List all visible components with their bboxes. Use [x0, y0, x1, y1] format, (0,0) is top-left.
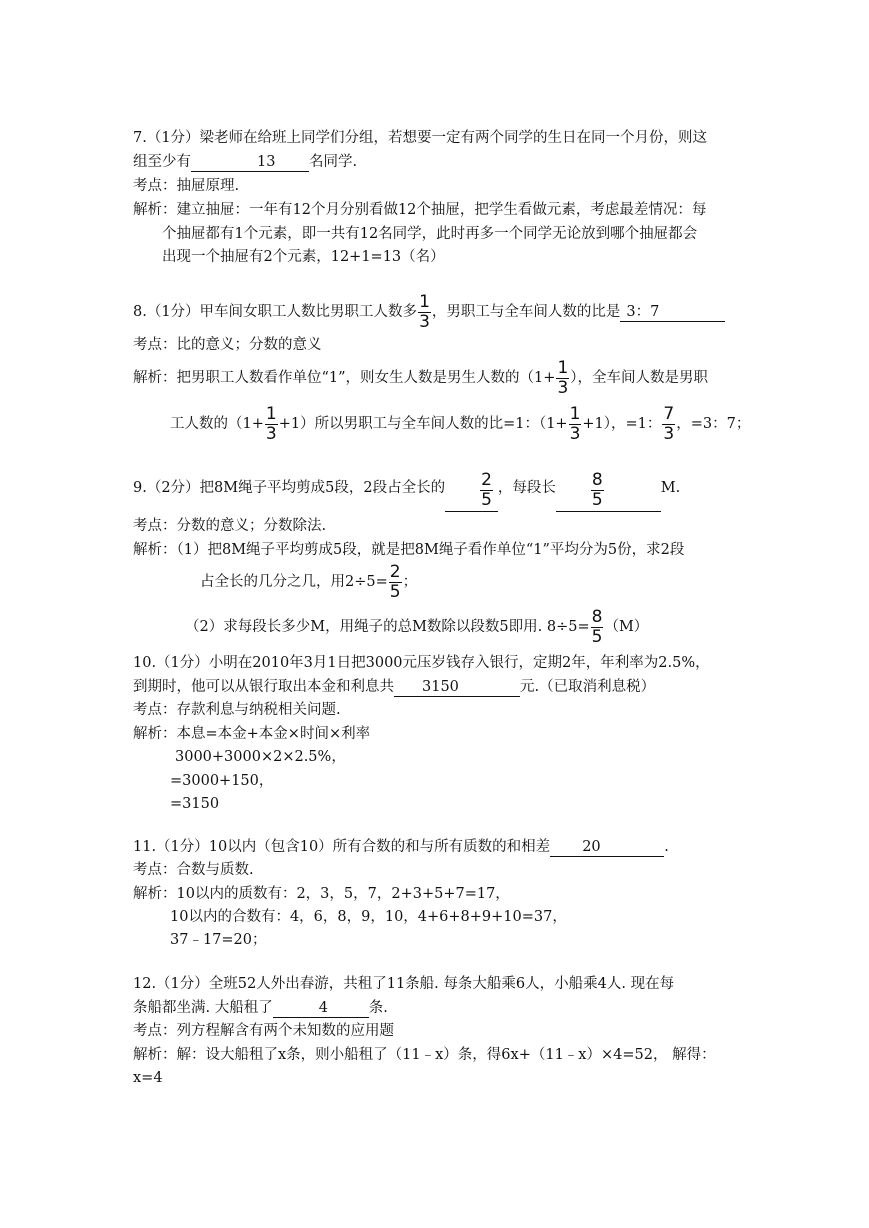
q8-line1-mid: ，男职工与全车间人数的比是 — [431, 304, 621, 320]
q8-line1 — [133, 290, 725, 334]
q8-jiexi2-fraction-1 — [265, 403, 278, 444]
q10-answer: 3150 — [394, 678, 520, 697]
q8-jiexi2-f3-d: 3 — [663, 423, 675, 444]
q9-jiexi2-n: 2 — [389, 561, 401, 582]
q7-line2-post: 名同学. — [309, 154, 358, 170]
q12-line1: 12.（1分）全班52人外出春游，共租了11条船. 每条大船乘6人，小船乘4人. 现在每 — [133, 976, 675, 992]
q7-line2 — [133, 150, 357, 174]
q8-frac-n: 1 — [419, 291, 430, 312]
q8-jiexi2-a: 工人数的（1+ — [170, 416, 264, 432]
q9-jiexi2-fraction — [389, 561, 402, 602]
q7-jiexi3: 出现一个抽屉有2个元素，12+1=13（名） — [162, 249, 445, 265]
q10-kaodian: 考点：存款利息与纳税相关问题. — [133, 702, 341, 718]
q8-jiexi2-fraction-2 — [569, 403, 582, 444]
q10-line2 — [133, 675, 655, 699]
q9-line1-mid: ，每段长 — [497, 480, 556, 496]
q9-line1-pre: 9.（2分）把8M绳子平均剪成5段，2段占全长的 — [133, 480, 446, 496]
q11-line1 — [133, 835, 669, 859]
q10-jiexi3: =3000+150， — [170, 773, 274, 789]
q12-jiexi1: 解析：解：设大船租了x条，则小船租了（11﹣x）条，得6x+（11﹣x）×4=52， 解得： — [133, 1047, 716, 1063]
q12-jiexi2: x=4 — [133, 1070, 163, 1086]
q11-line1-pre: 11.（1分）10以内（包含10）所有合数的和与所有质数的和相差 — [133, 839, 551, 855]
q12-line2-post: 条. — [368, 1000, 388, 1016]
q8-jiexi1-pre: 解析：把男职工人数看作单位“1”，则女生人数是男生人数的（1+ — [133, 370, 556, 386]
q9-ans2-n: 8 — [591, 470, 603, 490]
q9-line1-post: M. — [660, 480, 681, 496]
q8-jiexi2-d: ，=3：7； — [676, 416, 751, 432]
q9-jiexi3-post: （M） — [604, 619, 649, 635]
q8-answer: 3：7 — [620, 303, 725, 322]
q9-jiexi2-post: ； — [402, 574, 418, 590]
q10-line2-pre: 到期时，他可以从银行取出本金和利息共 — [133, 679, 394, 695]
q8-jiexi1-post: ），全车间人数是男职 — [570, 370, 709, 386]
q9-jiexi2-pre: 占全长的几分之几，用2÷5= — [200, 574, 388, 590]
q8-jiexi2-f2-d: 3 — [569, 423, 581, 444]
q12-kaodian: 考点：列方程解含有两个未知数的应用题 — [133, 1023, 394, 1039]
q9-jiexi1: 解析：（1）把8M绳子平均剪成5段，就是把8M绳子看作单位“1”平均分为5份，求2段 — [133, 542, 685, 558]
q11-line1-post: . — [664, 839, 669, 855]
q8-jiexi2-f3-n: 7 — [663, 403, 675, 424]
q8-jiexi1-frac-n: 1 — [557, 357, 569, 378]
q7-answer: 13 — [191, 153, 309, 172]
q9-line1 — [133, 466, 680, 510]
q8-jiexi2-c: +1），=1： — [582, 416, 662, 432]
q8-jiexi1 — [133, 356, 708, 400]
q9-jiexi3 — [185, 605, 648, 649]
q12-answer: 4 — [273, 999, 369, 1018]
q9-jiexi3-pre: （2）求每段长多少M，用绳子的总M数除以段数5即用. 8÷5= — [185, 619, 590, 635]
q9-jiexi2 — [200, 560, 417, 604]
q8-jiexi2-f2-n: 1 — [569, 403, 581, 424]
q11-jiexi3: 37﹣17=20； — [170, 932, 267, 948]
q8-line1-pre: 8.（1分）甲车间女职工人数比男职工人数多 — [133, 304, 418, 320]
q9-ans1-n: 2 — [481, 470, 492, 490]
q9-answer1-fraction — [480, 472, 493, 509]
q8-jiexi2 — [170, 402, 750, 446]
q9-ans1-d: 5 — [481, 490, 492, 510]
q9-jiexi3-d: 5 — [591, 626, 603, 647]
q9-ans2-d: 5 — [591, 490, 603, 510]
q8-jiexi2-fraction-7-3 — [662, 403, 675, 444]
q7-kaodian: 考点：抽屉原理. — [133, 178, 240, 194]
q9-jiexi3-n: 8 — [591, 606, 603, 627]
q10-jiexi2: 3000+3000×2×2.5%， — [175, 749, 346, 765]
q8-kaodian: 考点：比的意义；分数的意义 — [133, 337, 322, 353]
q11-jiexi2: 10以内的合数有：4，6，8，9，10，4+6+8+9+10=37， — [170, 909, 567, 925]
q8-jiexi2-f1-d: 3 — [265, 423, 277, 444]
q8-frac-d: 3 — [419, 311, 430, 332]
q7-line2-pre: 组至少有 — [133, 154, 191, 170]
q9-answer2-fraction — [591, 472, 604, 509]
q9-answer2-blank — [556, 471, 661, 512]
q11-answer: 20 — [550, 838, 664, 857]
q11-jiexi1: 解析：10以内的质数有：2，3，5，7，2+3+5+7=17， — [133, 886, 510, 902]
q10-jiexi4: =3150 — [170, 796, 220, 812]
q8-jiexi2-b: +1）所以男职工与全车间人数的比=1：（1+ — [278, 416, 568, 432]
q7-jiexi1: 解析：建立抽屉：一年有12个月分别看做12个抽屉，把学生看做元素，考虑最差情况：每 — [133, 202, 707, 218]
q10-line1: 10.（1分）小明在2010年3月1日把3000元压岁钱存入银行，定期2年，年利率为2.5%， — [133, 655, 710, 671]
q9-jiexi3-fraction — [591, 606, 604, 647]
q9-answer1-blank — [445, 471, 498, 512]
q10-jiexi1: 解析：本息=本金+本金×时间×利率 — [133, 726, 371, 742]
q10-line2-post: 元.（已取消利息税） — [520, 679, 656, 695]
q9-jiexi2-d: 5 — [389, 581, 401, 602]
q7-line1: 7.（1分）梁老师在给班上同学们分组，若想要一定有两个同学的生日在同一个月份，则这 — [133, 130, 708, 146]
q12-line2 — [133, 996, 388, 1020]
q12-line2-pre: 条船都坐满. 大船租了 — [133, 1000, 273, 1016]
q8-jiexi1-fraction — [556, 357, 569, 398]
q8-jiexi1-frac-d: 3 — [557, 377, 569, 398]
q8-fraction-one-third — [418, 291, 431, 332]
q9-kaodian: 考点：分数的意义；分数除法. — [133, 518, 327, 534]
q8-jiexi2-f1-n: 1 — [265, 403, 277, 424]
q11-kaodian: 考点：合数与质数. — [133, 862, 254, 878]
q7-jiexi2: 个抽屉都有1个元素，即一共有12名同学，此时再多一个同学无论放到哪个抽屉都会 — [162, 226, 698, 242]
